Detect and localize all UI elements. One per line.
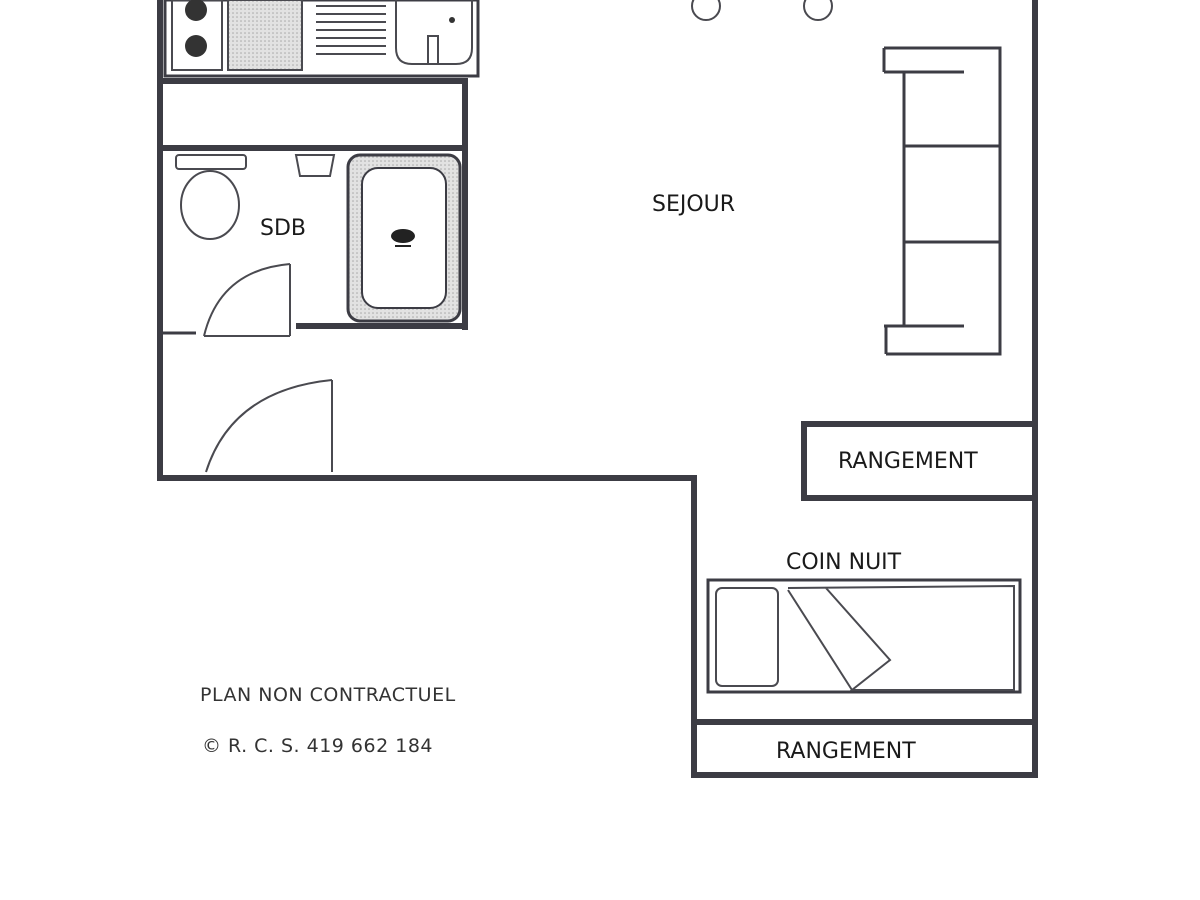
- stool-icon: [804, 0, 832, 20]
- sleeping-area: [708, 550, 1020, 692]
- entrance-door-swing: [206, 380, 332, 472]
- bathroom-door-swing: [204, 264, 290, 336]
- kitchen-counter: [165, 0, 478, 76]
- living-room: [652, 0, 1000, 354]
- storage-upper: [804, 424, 1035, 498]
- hob-burner: [185, 35, 207, 57]
- toilet-icon: [176, 155, 246, 239]
- storage-lower: [694, 722, 1035, 764]
- copyright-text: © R. C. S. 419 662 184: [202, 735, 434, 757]
- room-label-sdb: SDB: [260, 216, 306, 241]
- room-label-sejour: SEJOUR: [652, 192, 736, 217]
- room-label-coin-nuit: COIN NUIT: [786, 550, 902, 575]
- sink: [396, 0, 472, 64]
- stool-icon: [692, 0, 720, 20]
- room-label-rangement-upper: RANGEMENT: [838, 449, 978, 474]
- disclaimer-text: PLAN NON CONTRACTUEL: [200, 684, 456, 706]
- tap: [428, 36, 438, 64]
- drainer: [316, 6, 386, 54]
- room-label-rangement-lower: RANGEMENT: [776, 739, 916, 764]
- sofa-icon: [884, 48, 1000, 354]
- cupboard-band: [160, 81, 468, 148]
- bathroom: [160, 148, 468, 336]
- bed-icon: [708, 580, 1020, 692]
- washbasin-icon: [296, 155, 334, 176]
- hob-burner: [185, 0, 207, 21]
- bathtub-icon: [348, 155, 460, 321]
